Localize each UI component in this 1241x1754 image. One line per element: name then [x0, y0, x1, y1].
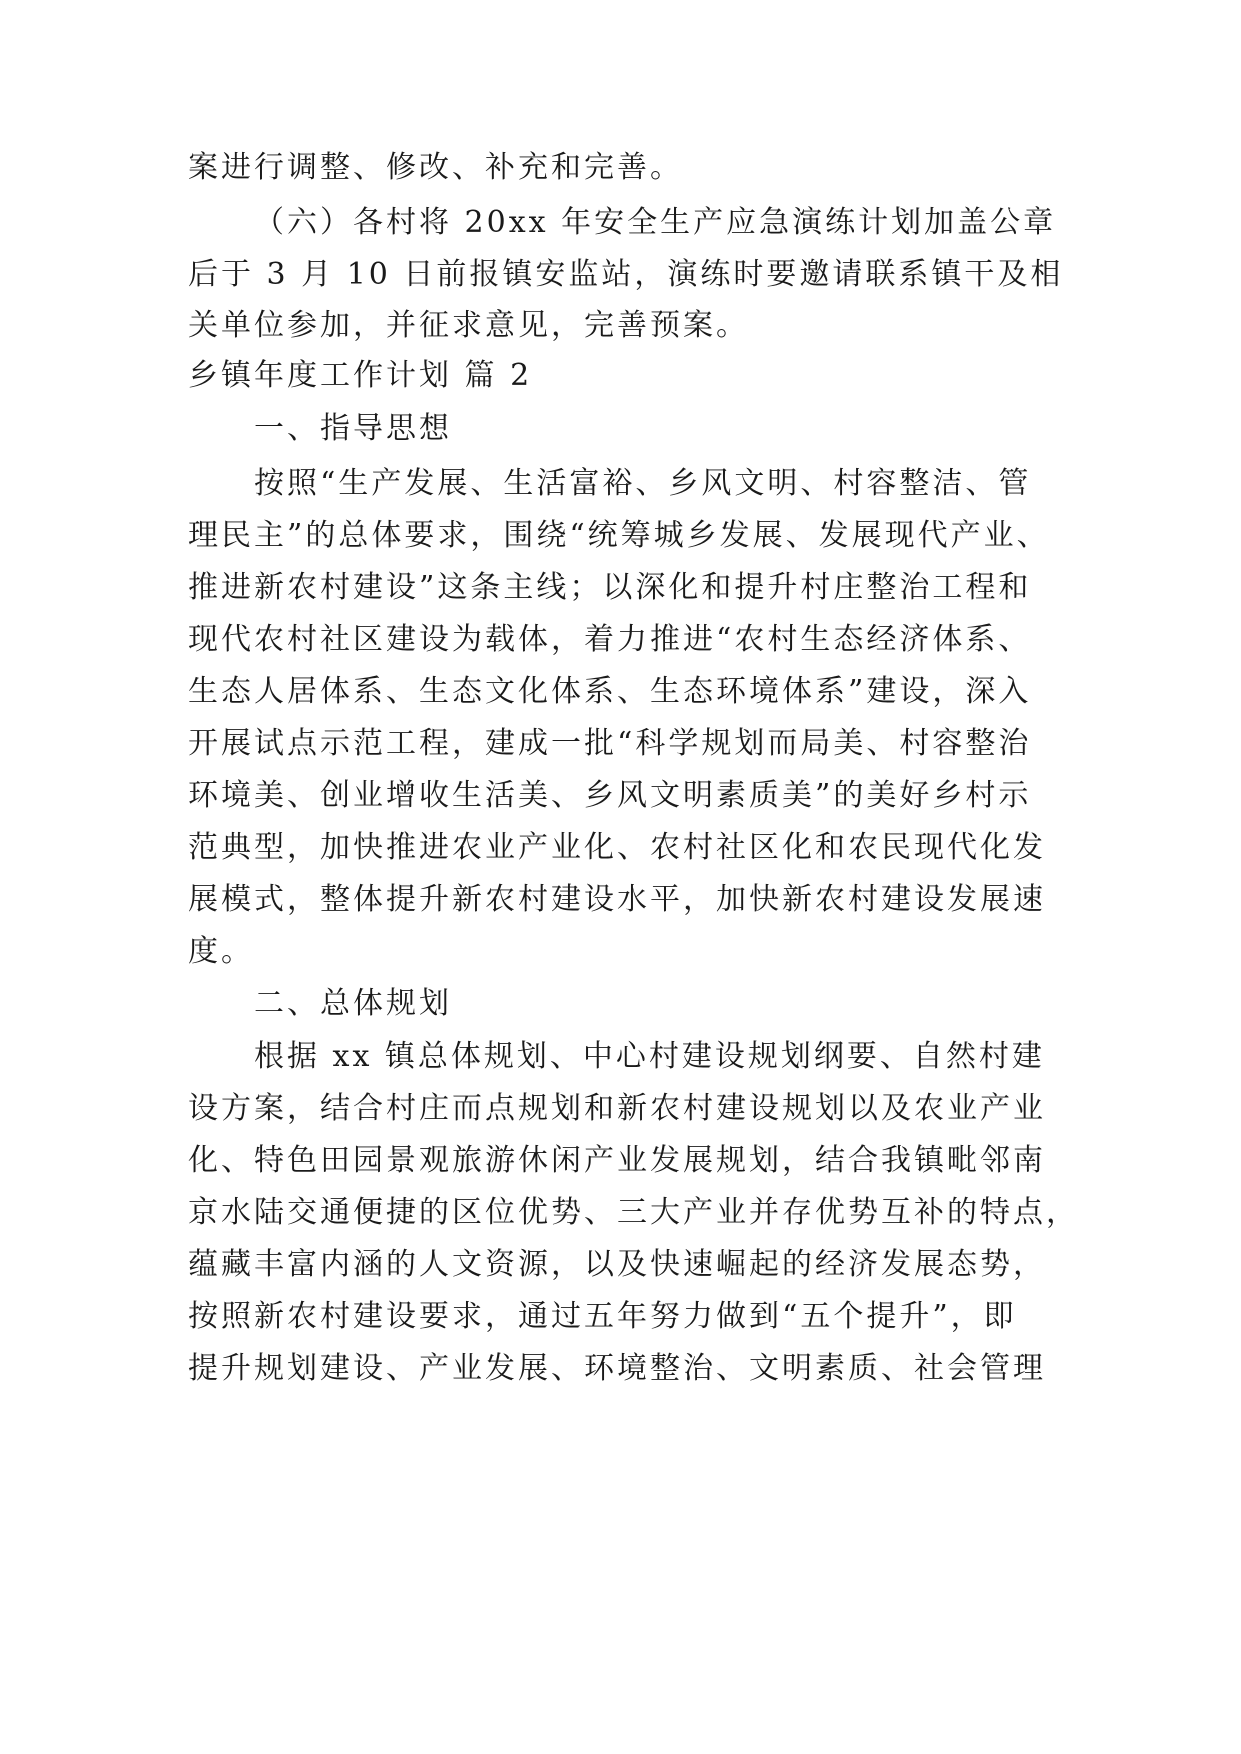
paragraph-line: 展模式，整体提升新农村建设水平，加快新农村建设发展速 — [188, 882, 1046, 917]
paragraph-line: 后于 3 月 10 日前报镇安监站，演练时要邀请联系镇干及相 — [188, 257, 1064, 292]
subsection-heading: 一、指导思想 — [254, 411, 452, 446]
paragraph-line: 环境美、创业增收生活美、乡风文明素质美”的美好乡村示 — [188, 778, 1032, 813]
paragraph-line: 范典型，加快推进农业产业化、农村社区化和农民现代化发 — [188, 830, 1046, 865]
paragraph-line: 度。 — [188, 934, 254, 969]
paragraph-line: 关单位参加，并征求意见，完善预案。 — [188, 308, 749, 343]
paragraph-line: 开展试点示范工程，建成一批“科学规划而局美、村容整治 — [188, 726, 1032, 761]
paragraph-line: 提升规划建设、产业发展、环境整治、文明素质、社会管理 — [188, 1351, 1046, 1386]
paragraph-line: 生态人居体系、生态文化体系、生态环境体系”建设，深入 — [188, 674, 1032, 709]
paragraph-line: 根据 xx 镇总体规划、中心村建设规划纲要、自然村建 — [254, 1039, 1045, 1074]
paragraph-line: 蕴藏丰富内涵的人文资源，以及快速崛起的经济发展态势， — [188, 1247, 1046, 1282]
paragraph-line: 按照新农村建设要求，通过五年努力做到“五个提升”，即 — [188, 1299, 1017, 1334]
paragraph-line: （六）各村将 20xx 年安全生产应急演练计划加盖公章 — [254, 205, 1057, 240]
paragraph-line: 京水陆交通便捷的区位优势、三大产业并存优势互补的特点， — [188, 1195, 1079, 1230]
paragraph-line: 案进行调整、修改、补充和完善。 — [188, 150, 683, 185]
paragraph-line: 现代农村社区建设为载体，着力推进“农村生态经济体系、 — [188, 622, 1032, 657]
paragraph-line: 理民主”的总体要求，围绕“统筹城乡发展、发展现代产业、 — [188, 518, 1050, 553]
paragraph-line: 推进新农村建设”这条主线；以深化和提升村庄整治工程和 — [188, 570, 1032, 605]
subsection-heading: 二、总体规划 — [254, 986, 452, 1021]
paragraph-line: 设方案，结合村庄而点规划和新农村建设规划以及农业产业 — [188, 1091, 1046, 1126]
paragraph-line: 化、特色田园景观旅游休闲产业发展规划，结合我镇毗邻南 — [188, 1143, 1046, 1178]
section-heading: 乡镇年度工作计划 篇 2 — [188, 358, 533, 393]
paragraph-line: 按照“生产发展、生活富裕、乡风文明、村容整洁、管 — [254, 466, 1032, 501]
